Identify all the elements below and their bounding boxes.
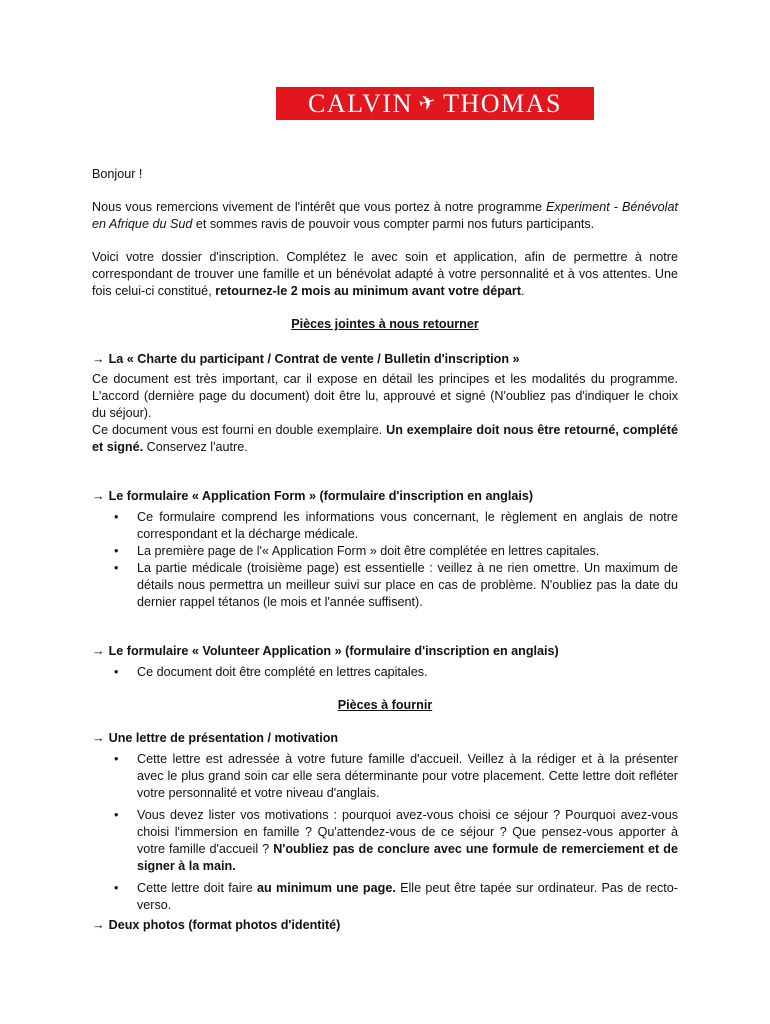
calvin-thomas-logo bbox=[276, 87, 594, 120]
item-charte-text-2-end: Conservez l'autre. bbox=[143, 440, 248, 454]
section-title-provide bbox=[92, 697, 678, 714]
item-application-form-heading bbox=[92, 488, 678, 505]
item-charte-heading bbox=[92, 351, 678, 368]
logo-text-right: THOMAS bbox=[443, 89, 562, 118]
bullet-icon: • bbox=[114, 752, 119, 766]
section1-title-text: Pièces jointes à nous retourner bbox=[291, 317, 479, 331]
list-item-text: Ce formulaire comprend les informations vous concernant, le règlement en anglais de notre correspondant et la décharge médicale. bbox=[137, 510, 678, 541]
intro-paragraph-2 bbox=[92, 249, 678, 300]
item-letter-heading-text: Une lettre de présentation / motivation bbox=[108, 731, 339, 745]
bullet-icon: • bbox=[114, 665, 119, 679]
intro-p1-text-end: et sommes ravis de pouvoir vous compter parmi nos futurs participants. bbox=[192, 217, 595, 231]
intro-p2-end: . bbox=[521, 284, 525, 298]
item-charte-text-2a: Ce document vous est fourni en double exemplaire. bbox=[92, 423, 387, 437]
bullet-icon: • bbox=[114, 808, 119, 822]
item-charte-text-2-bold: Un exemplaire doit nous être retourné, complété et signé. bbox=[92, 423, 678, 454]
list-item-text: La première page de l'« Application Form » doit être complétée en lettres capitales. bbox=[137, 544, 600, 558]
list-item-text: Cette lettre est adressée à votre future famille d'accueil. Veillez à la rédiger et à la présenter avec le plus grand soin car elle sera déterminante pour votre placement. Cette lettre doit refléter votre personnalité et votre niveau d'anglais. bbox=[137, 752, 678, 800]
arrow-icon: → bbox=[92, 489, 105, 503]
section2-title-text: Pièces à fournir bbox=[337, 698, 433, 712]
list-item-text-end: Elle peut être tapée sur ordinateur. Pas de recto-verso. bbox=[137, 881, 678, 912]
bullet-icon: • bbox=[114, 881, 119, 895]
item-volunteer-application-heading-text: Le formulaire « Volunteer Application » (formulaire d'inscription en anglais) bbox=[108, 644, 559, 658]
list-item-bold: N'oubliez pas de conclure avec une formule de remerciement et de signer à la main. bbox=[137, 842, 678, 873]
list-item bbox=[92, 509, 678, 543]
section-title-joined bbox=[92, 316, 678, 333]
letter-list bbox=[92, 751, 678, 914]
program-name: Experiment - Bénévolat en Afrique du Sud bbox=[92, 200, 678, 231]
list-item bbox=[92, 560, 678, 611]
bullet-icon: • bbox=[114, 561, 119, 575]
list-item bbox=[92, 664, 678, 681]
plane-icon: ✈ bbox=[416, 90, 440, 117]
item-application-form-heading-text: Le formulaire « Application Form » (formulaire d'inscription en anglais) bbox=[108, 489, 534, 503]
bullet-icon: • bbox=[114, 510, 119, 524]
item-photos-heading-text: Deux photos (format photos d'identité) bbox=[108, 918, 341, 932]
volunteer-application-list bbox=[92, 664, 678, 681]
arrow-icon: → bbox=[92, 352, 105, 366]
list-item bbox=[92, 807, 678, 875]
list-item-text: Ce document doit être complété en lettres capitales. bbox=[137, 665, 428, 679]
arrow-icon: → bbox=[92, 918, 105, 932]
application-form-list bbox=[92, 509, 678, 611]
greeting: Bonjour ! bbox=[92, 167, 143, 181]
arrow-icon: → bbox=[92, 644, 105, 658]
item-volunteer-application-heading bbox=[92, 643, 678, 660]
list-item-text: La partie médicale (troisième page) est essentielle : veillez à ne rien omettre. Un maximum de détails nous permettra un meilleur suivi sur place en cas de problème. N'oubliez pas la date du dernier rappel tétanos (le mois et l'année suffisent). bbox=[137, 561, 678, 609]
list-item bbox=[92, 880, 678, 914]
list-item-bold: au minimum une page. bbox=[257, 881, 396, 895]
intro-p2-text: Voici votre dossier d'inscription. Complétez le avec soin et application, afin de permettre à notre correspondant de trouver une famille et un bénévolat adapté à votre personnalité et à vos attentes. Une fois celui-ci constitué, bbox=[92, 250, 678, 298]
item-letter-heading bbox=[92, 730, 678, 747]
item-charte-text-2 bbox=[92, 422, 678, 456]
document-body bbox=[92, 166, 678, 934]
intro-p1-text: Nous vous remercions vivement de l'intérêt que vous portez à notre programme bbox=[92, 200, 547, 214]
arrow-icon: → bbox=[92, 731, 105, 745]
item-photos-heading bbox=[92, 917, 678, 934]
logo-text-left: CALVIN bbox=[308, 89, 413, 118]
item-charte-text-1: Ce document est très important, car il expose en détail les principes et les modalités du programme. L'accord (dernière page du document) doit être lu, approuvé et signé (N'oubliez pas d'indiquer le choix du séjour). bbox=[92, 372, 678, 420]
list-item-text: Cette lettre doit faire bbox=[137, 881, 258, 895]
list-item bbox=[92, 751, 678, 802]
bullet-icon: • bbox=[114, 544, 119, 558]
item-charte-heading-text: La « Charte du participant / Contrat de vente / Bulletin d'inscription » bbox=[108, 352, 520, 366]
intro-p2-deadline: retournez-le 2 mois au minimum avant votre départ bbox=[215, 284, 522, 298]
intro-paragraph-1 bbox=[92, 199, 678, 233]
list-item-text: Vous devez lister vos motivations : pourquoi avez-vous choisi ce séjour ? Pourquoi avez-vous choisi l'immersion en famille ? Qu'attendez-vous de ce séjour ? Que pensez-vous apporter à votre famille d'accueil ? bbox=[137, 808, 678, 856]
list-item bbox=[92, 543, 678, 560]
